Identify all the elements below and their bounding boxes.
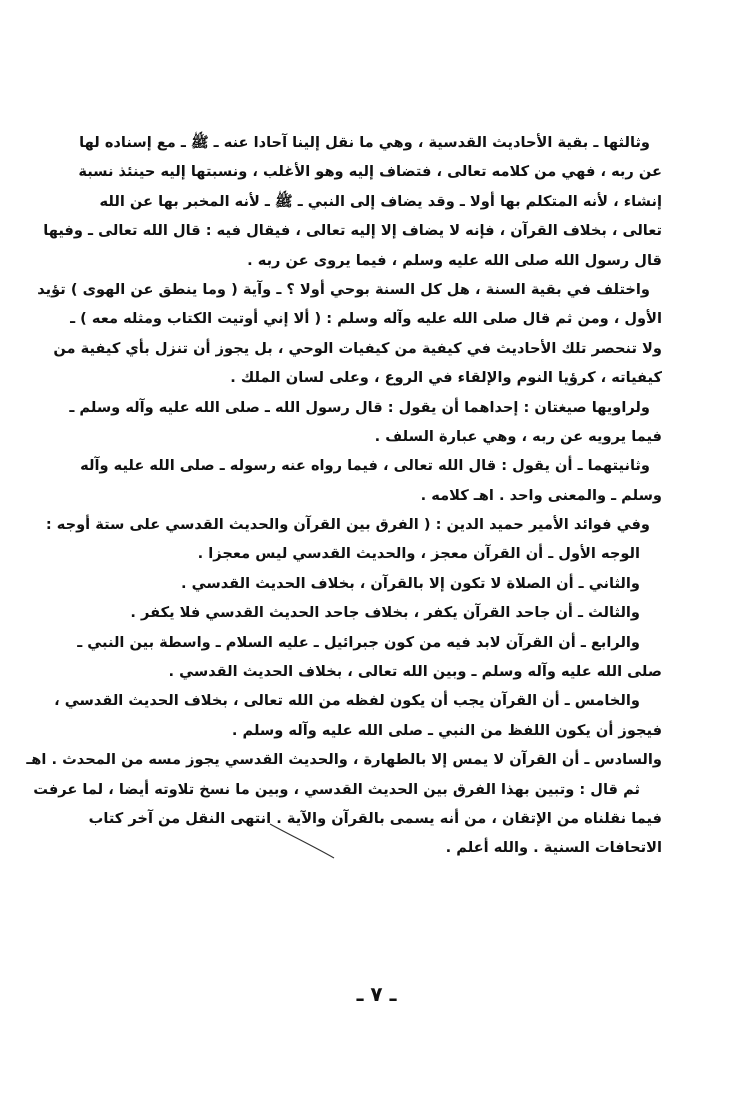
text-line: فيما يرويه عن ربه ، وهي عبارة السلف . [374, 427, 662, 445]
body-text [26, 128, 662, 863]
text-line: والثاني ـ أن الصلاة لا تكون إلا بالقرآن ، بخلاف الحديث القدسي . [180, 574, 640, 592]
text-line: واختلف في بقية السنة ، هل كل السنة بوحي أولا ؟ ـ وآية ( وما ينطق عن الهوى ) تؤيد [37, 280, 650, 298]
text-line: والسادس ـ أن القرآن لا يمس إلا بالطهارة ، والحديث القدسي يجوز مسه من المحدث . اهـ [26, 751, 662, 769]
pen-stroke-mark [268, 822, 338, 862]
page-number: ـ ٧ ـ [356, 982, 397, 1006]
text-line: فيجوز أن يكون اللفظ من النبي ـ صلى الله عليه وآله وسلم . [231, 721, 662, 739]
text-line: وثالثها ـ بقية الأحاديث القدسية ، وهي ما نقل إلينا آحادا عنه ـ ﷺ ـ مع إسناده لها [79, 134, 650, 151]
text-line: والرابع ـ أن القرآن لابد فيه من كون جبرائيل ـ عليه السلام ـ واسطة بين النبي ـ [77, 633, 640, 651]
text-line: الاتحافات السنية . والله أعلم . [445, 839, 662, 857]
text-line: الوجه الأول ـ أن القرآن معجز ، والحديث القدسي ليس معجزا . [197, 545, 640, 563]
text-line: قال رسول الله صلى الله عليه وسلم ، فيما يروى عن ربه . [247, 251, 662, 269]
text-line: إنشاء ، لأنه المتكلم بها أولا ـ وقد يضاف إلى النبي ـ ﷺ ـ لأنه المخبر بها عن الله [99, 192, 662, 210]
text-line: وسلم ـ والمعنى واحد . اهـ كلامه . [420, 486, 662, 504]
text-line: ثم قال : وتبين بهذا الفرق بين الحديث القدسي ، وبين ما نسخ تلاوته أيضا ، لما عرفت [33, 780, 640, 798]
text-line: وثانيتهما ـ أن يقول : قال الله تعالى ، فيما رواه عنه رسوله ـ صلى الله عليه وآله [80, 457, 650, 475]
text-line: والخامس ـ أن القرآن يجب أن يكون لفظه من الله تعالى ، بخلاف الحديث القدسي ، [54, 692, 640, 710]
text-line: وفي فوائد الأمير حميد الدين : ( الفرق بين القرآن والحديث القدسي على ستة أوجه : [45, 516, 650, 534]
text-line: والثالث ـ أن جاحد القرآن يكفر ، بخلاف جاحد الحديث القدسي فلا يكفر . [130, 604, 640, 622]
text-line: كيفياته ، كرؤيا النوم والإلقاء في الروع ، وعلى لسان الملك . [230, 369, 662, 387]
text-line: الأول ، ومن ثم قال صلى الله عليه وآله وسلم : ( ألا إني أوتيت الكتاب ومثله معه ) ـ [70, 310, 662, 328]
text-line: فيما نقلناه من الإتقان ، من أنه يسمى بالقرآن والآية . انتهى النقل من آخر كتاب [88, 809, 662, 827]
text-line: تعالى ، بخلاف القرآن ، فإنه لا يضاف إلا إليه تعالى ، فيقال فيه : قال الله تعالى ـ وفيها [43, 222, 662, 240]
text-line: صلى الله عليه وآله وسلم ـ وبين الله تعالى ، بخلاف الحديث القدسي . [168, 663, 662, 681]
text-line: ولراويها صيغتان : إحداهما أن يقول : قال رسول الله ـ صلى الله عليه وآله وسلم ـ [69, 398, 650, 416]
text-line: عن ربه ، فهي من كلامه تعالى ، فتضاف إليه وهو الأغلب ، ونسبتها إليه حينئذ نسبة [78, 163, 662, 181]
text-line: ولا تنحصر تلك الأحاديث في كيفية من كيفيات الوحي ، بل يجوز أن تنزل بأي كيفية من [53, 339, 662, 357]
